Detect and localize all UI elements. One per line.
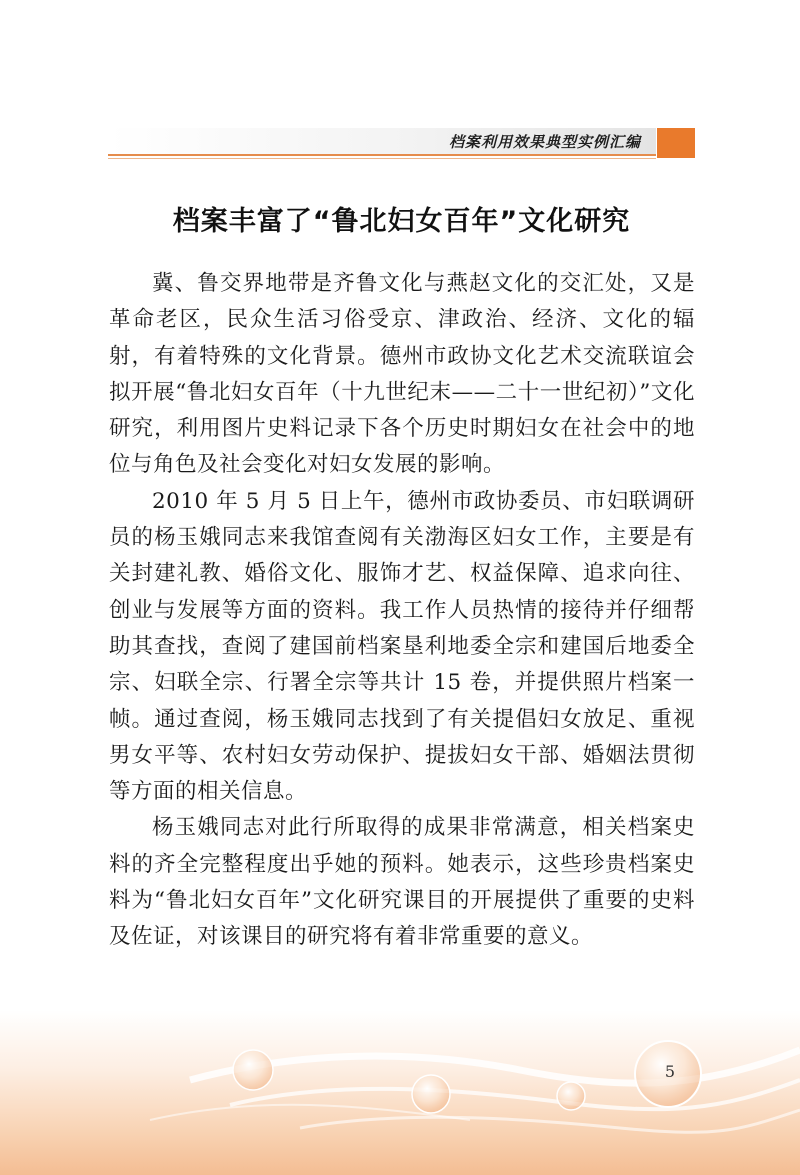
header-rule-thin — [108, 158, 656, 159]
running-title: 档案利用效果典型实例汇编 — [448, 133, 641, 151]
header-rule — [108, 154, 656, 156]
footer-wave-art — [0, 1010, 800, 1175]
bubble — [412, 1075, 450, 1113]
article-title: 档案丰富了“鲁北妇女百年”文化研究 — [172, 206, 631, 237]
paragraph: 2010 年 5 月 5 日上午，德州市政协委员、市妇联调研员的杨玉娥同志来我馆查阅有关渤海区妇女工作，主要是有关封建礼教、婚俗文化、服饰才艺、权益保障、追求向往、创业与发展等方面的资料。我工作人员热情的接待并仔细帮助其查找，查阅了建国前档案垦利地委全宗和建国后地委全宗、妇联全宗、行署全宗等共计 15 卷，并提供照片档案一帧。通过查阅，杨玉娥同志找到了有关提倡妇女放足、重视男女平等、农村妇女劳动保护、提拔妇女干部、婚姻法贯彻等方面的相关信息。 — [109, 488, 695, 805]
footer-decoration — [0, 1010, 800, 1175]
bubble — [557, 1082, 585, 1110]
running-header — [108, 128, 695, 158]
paragraph: 杨玉娥同志对此行所取得的成果非常满意，相关档案史料的齐全完整程度出乎她的预料。她表示，这些珍贵档案史料为“鲁北妇女百年”文化研究课目的开展提供了重要的史料及佐证，对该课目的研究将有着非常重要的意义。 — [109, 815, 695, 950]
header-accent-square — [657, 128, 695, 158]
article-body — [109, 266, 695, 956]
paragraph: 冀、鲁交界地带是齐鲁文化与燕赵文化的交汇处，又是革命老区，民众生活习俗受京、津政治、经济、文化的辐射，有着特殊的文化背景。德州市政协文化艺术交流联谊会拟开展“鲁北妇女百年（十九世纪末——二十一世纪初）”文化研究，利用图片史料记录下各个历史时期妇女在社会中的地位与角色及社会变化对妇女发展的影响。 — [109, 271, 695, 478]
page-number: 5 — [664, 1062, 676, 1081]
bubble — [233, 1050, 273, 1090]
